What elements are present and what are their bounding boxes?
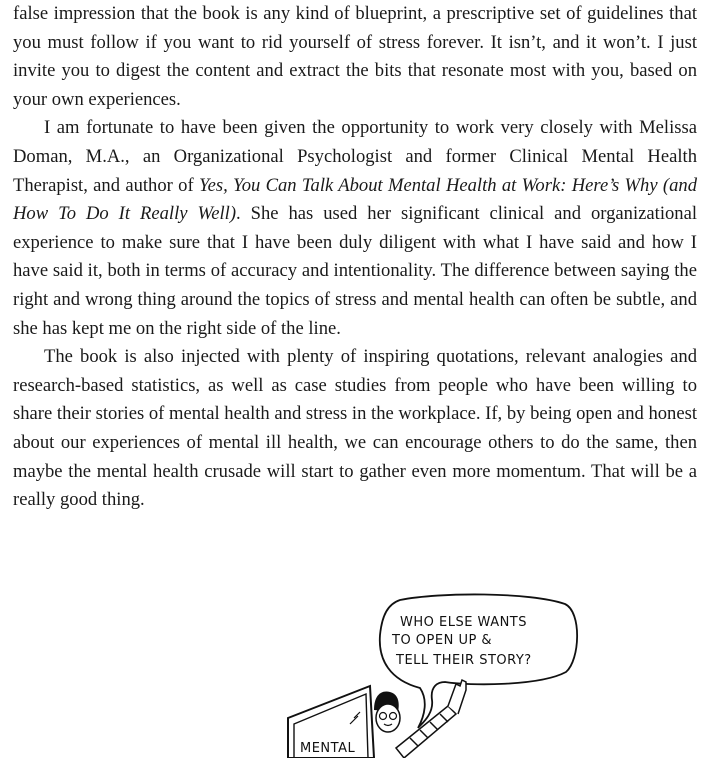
sign-text: MENTAL	[300, 741, 356, 756]
book-title-citation: Yes, You Can Talk About Mental Health at Work: Here’s Why (and How To Do It Really Well)	[13, 174, 697, 225]
paragraph-1: false impression that the book is any kind of blueprint, a prescriptive set of guidelines that you must follow if you want to rid yourself of stress forever. It isn’t, and it won’t. I just invite you to digest the content and extract the bits that resonate most with you, based on your own experiences.	[13, 3, 697, 110]
speech-line-1: WHO ELSE WANTS	[400, 615, 528, 630]
paragraph-2-start: I am fortunate to have been given the opportunity to work very closely with Melissa Doman, M.A., an Organizational Psychologist and former Clinical Mental Health Therapist, and author of	[13, 117, 697, 196]
paragraph-2	[13, 114, 697, 343]
person-figure	[374, 680, 466, 758]
book-page	[13, 0, 697, 515]
speech-line-2: TO OPEN UP &	[392, 633, 493, 648]
cartoon-illustration	[270, 590, 600, 758]
paragraph-3: The book is also injected with plenty of inspiring quotations, relevant analogies and research-based statistics, as well as case studies from people who have been willing to share their stories of mental health and stress in the workplace. If, by being open and honest about our experiences of mental ill health, we can encourage others to do the same, then maybe the mental health crusade will start to gather even more momentum. That will be a really good thing.	[13, 346, 697, 511]
paragraph-2-end: . She has used her significant clinical and organizational experience to make sure that I have been duly diligent with what I have said and how I have said it, both in terms of accuracy and intentionality. The difference between saying the right and wrong thing around the topics of stress and mental health can often be subtle, and she has kept me on the right side of the line.	[13, 203, 697, 339]
speech-line-3: TELL THEIR STORY?	[396, 653, 532, 668]
